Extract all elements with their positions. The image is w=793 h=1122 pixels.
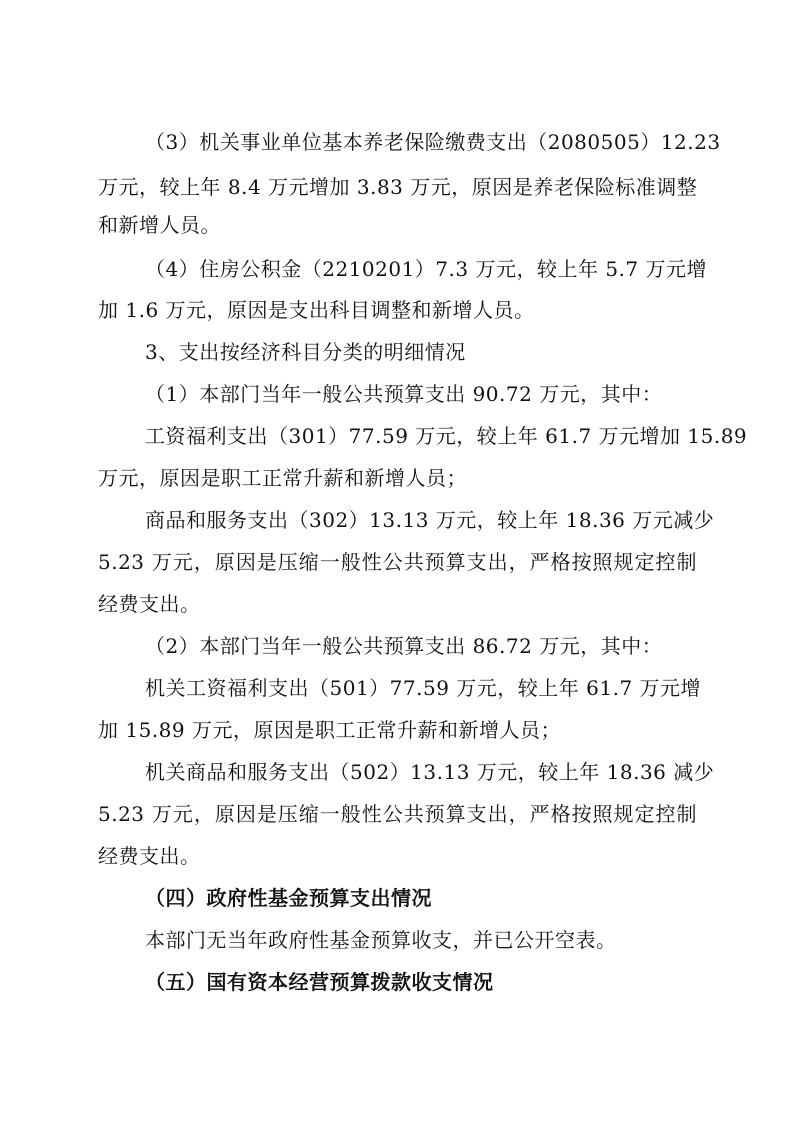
- text-line-2: 万元，较上年 8.4 万元增加 3.83 万元，原因是养老保险标准调整: [98, 175, 698, 199]
- text-line-9: 万元，原因是职工正常升薪和新增人员；: [98, 466, 467, 490]
- text-line-8: 工资福利支出（301）77.59 万元，较上年 61.7 万元增加 15.89: [145, 424, 748, 448]
- text-line-17: 5.23 万元，原因是压缩一般性公共预算支出，严格按照规定控制: [98, 802, 697, 826]
- text-line-14: 机关工资福利支出（501）77.59 万元，较上年 61.7 万元增: [145, 676, 702, 700]
- text-line-10: 商品和服务支出（302）13.13 万元，较上年 18.36 万元减少: [145, 508, 715, 532]
- section-heading-5: （五）国有资本经营预算拨款收支情况: [145, 970, 494, 994]
- text-line-18: 经费支出。: [98, 844, 201, 868]
- text-line-1: （3）机关事业单位基本养老保险缴费支出（2080505）12.23: [145, 130, 721, 154]
- section-heading-4: （四）政府性基金预算支出情况: [145, 886, 432, 910]
- text-line-16: 机关商品和服务支出（502）13.13 万元，较上年 18.36 减少: [145, 760, 715, 784]
- text-line-20: 本部门无当年政府性基金预算收支，并已公开空表。: [145, 928, 617, 952]
- text-line-5: 加 1.6 万元，原因是支出科目调整和新增人员。: [98, 298, 535, 322]
- text-line-7: （1）本部门当年一般公共预算支出 90.72 万元，其中：: [145, 382, 663, 406]
- text-line-4: （4）住房公积金（2210201）7.3 万元，较上年 5.7 万元增: [145, 257, 707, 281]
- text-line-13: （2）本部门当年一般公共预算支出 86.72 万元，其中：: [145, 634, 663, 658]
- text-line-3: 和新增人员。: [98, 213, 221, 237]
- text-line-15: 加 15.89 万元，原因是职工正常升薪和新增人员；: [98, 718, 561, 742]
- section-heading-3: 3、支出按经济科目分类的明细情况: [145, 340, 466, 364]
- text-line-12: 经费支出。: [98, 592, 201, 616]
- text-line-11: 5.23 万元，原因是压缩一般性公共预算支出，严格按照规定控制: [98, 550, 697, 574]
